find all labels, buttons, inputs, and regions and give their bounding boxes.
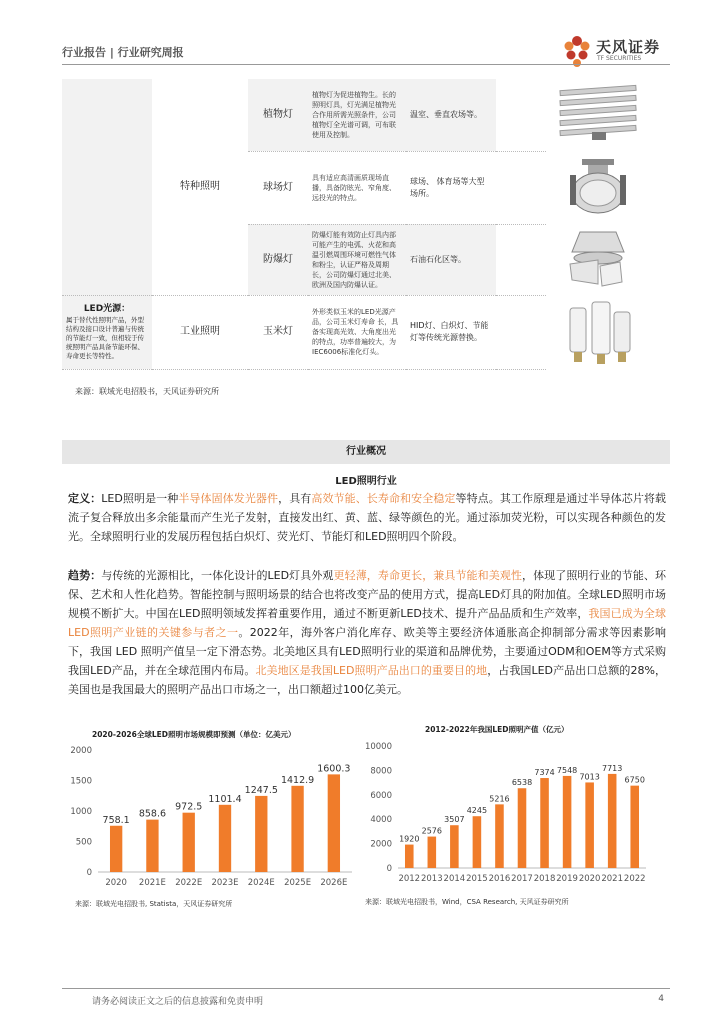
- product-image-cell: [496, 151, 546, 224]
- led-type-cell: [62, 79, 152, 295]
- data-label: 1101.4: [208, 793, 242, 805]
- product-name: 防爆灯: [248, 224, 308, 295]
- product-use: 球场、 体育场等大型场所。: [406, 151, 496, 224]
- corn-light-image: [562, 298, 636, 370]
- y-tick-label: 0: [386, 864, 392, 874]
- x-tick-label: 2019: [556, 874, 578, 884]
- data-label: 7013: [579, 772, 600, 782]
- logo-cn: 天风证券: [596, 38, 661, 56]
- section-title: 行业概况: [62, 440, 670, 464]
- text-span: ，具有: [278, 492, 312, 505]
- product-image-cell: [496, 224, 546, 295]
- x-tick-label: 2022E: [175, 878, 203, 888]
- x-tick-label: 2013: [420, 874, 443, 884]
- highlight-text: 更轻薄，寿命更长，兼具节能和美观性: [333, 569, 522, 582]
- y-tick-label: 1000: [70, 807, 92, 817]
- bar: [563, 776, 572, 868]
- bar: [450, 825, 459, 868]
- product-image-cell: [496, 79, 546, 151]
- x-tick-label: 2012: [398, 874, 421, 884]
- table-row: [62, 79, 546, 151]
- led-source-title: LED光源：: [83, 303, 131, 314]
- y-tick-label: 4000: [370, 815, 392, 826]
- x-tick-label: 2017: [511, 874, 533, 884]
- bar: [495, 804, 504, 868]
- y-tick-label: 0: [86, 868, 92, 878]
- definition-paragraph: [68, 489, 666, 546]
- product-desc: 植物灯为促进植物生。长的照明灯具，灯光满足植物光合作用所需光照条件，公司植物灯全光谱可调，可布联使用及控制。: [308, 79, 406, 151]
- data-label: 7548: [556, 765, 578, 775]
- special-lighting-cell: 特种照明: [152, 79, 248, 295]
- trend-paragraph: [68, 566, 666, 699]
- product-use: 石油石化区等。: [406, 224, 496, 295]
- text-span: ，占我国LED产品出口总额的28%，美国也是我国最大的照明产品出口市场之一，出口额超过100亿美元。: [68, 664, 666, 696]
- data-label: 1412.9: [280, 774, 315, 786]
- highlight-text: 半导体固体发光器件: [178, 492, 279, 505]
- data-label: 1247.5: [244, 784, 278, 796]
- chart1-source: 来源：联域光电招股书, Statista，天风证券研究所: [75, 900, 233, 908]
- bar: [630, 786, 639, 868]
- bar: [608, 774, 617, 868]
- data-label: 4245: [466, 806, 488, 816]
- bar: [291, 786, 303, 872]
- data-label: 1600.3: [317, 763, 351, 775]
- data-label: 7713: [602, 763, 623, 773]
- text-span: 。2022年，海外客户消化库存、欧美等主要经济体通胀高企抑制部分需求等因素影响下，我国 LED 照明产值呈一定下滑态势。北美地区具有LED照明行业的渠道和品牌优势，主要通过ODM和OEM等方式采购我国LED产品，并在全球范围内布局。: [68, 626, 666, 677]
- data-label: 3507: [444, 815, 465, 825]
- x-tick-label: 2014: [443, 874, 466, 884]
- china-led-output-chart: [362, 736, 652, 888]
- x-tick-label: 2022: [623, 874, 646, 884]
- data-label: 6538: [511, 778, 533, 788]
- report-type: 行业报告 | 行业研究周报: [62, 46, 184, 59]
- led-source-desc: 属于替代性照明产品，外型结构及接口设计普遍与传统的节能灯一致，但相较于传统照明产品具备节能环保、寿命更长等特性。: [66, 315, 144, 360]
- logo-en: TF SECURITIES: [597, 55, 642, 62]
- chart2-source: 来源：联域光电招股书，Wind，CSA Research, 天风证券研究所: [365, 898, 569, 906]
- table-row: [62, 295, 546, 369]
- bar: [110, 826, 122, 872]
- explosion-proof-light-image: [560, 224, 636, 292]
- section-subtitle: LED照明行业: [335, 476, 397, 487]
- definition-label: 定义：: [68, 492, 102, 505]
- text-span: 等特点。其工作原理是通过半导体芯片将载流子复合释放出多余能量而产生光子发射，直接发出红、黄、蓝、绿等颜色的光。通过添加荧光粉，可以实现各种颜色的发光。全球照明行业的发展历程包括白炽灯、荧光灯、节能灯和LED照明四个阶段。: [68, 492, 667, 543]
- data-label: 6750: [624, 775, 645, 785]
- header-divider: [62, 64, 670, 65]
- text-span: 与传统的光源相比，一体化设计的LED灯具外观: [101, 569, 334, 582]
- x-tick-label: 2026E: [320, 878, 348, 888]
- trend-label: 趋势：: [68, 569, 102, 582]
- x-tick-label: 2018: [533, 874, 556, 884]
- highlight-text: 北美地区是我国LED照明产品出口的重要目的地: [255, 664, 488, 677]
- x-tick-label: 2024E: [247, 878, 275, 888]
- product-desc: 外形类似玉米的LED光源产品，公司玉米灯寿命 长，具备实现高光效、大角度出光的特点，功率普遍较大，为IEC6006标准化灯头。: [308, 295, 406, 369]
- stadium-light-image: [560, 155, 636, 219]
- bar: [428, 837, 437, 868]
- data-label: 2576: [421, 826, 442, 836]
- global-led-market-chart: [68, 740, 358, 892]
- industrial-lighting-cell: 工业照明: [152, 295, 248, 369]
- y-tick-label: 500: [75, 837, 92, 848]
- bar: [146, 820, 158, 872]
- x-tick-label: 2016: [488, 874, 511, 884]
- data-label: 1920: [399, 834, 420, 844]
- data-label: 972.5: [175, 801, 203, 813]
- led-product-table: [62, 79, 546, 370]
- x-tick-label: 2020: [105, 878, 127, 888]
- data-label: 758.1: [102, 814, 130, 826]
- bar: [255, 796, 267, 872]
- x-tick-label: 2021: [601, 874, 624, 884]
- chart2-title: 2012-2022年我国LED照明产值（亿元）: [425, 725, 569, 734]
- data-label: 7374: [534, 768, 555, 778]
- y-tick-label: 2000: [370, 839, 392, 850]
- chart1-title: 2020-2026全球LED照明市场规模即预测（单位：亿美元）: [92, 730, 296, 739]
- product-name: 玉米灯: [248, 295, 308, 369]
- footer-divider: [62, 988, 670, 989]
- bar: [540, 778, 549, 868]
- data-label: 858.6: [138, 808, 167, 820]
- plant-light-image: [552, 82, 644, 146]
- product-desc: 具有适应高清画质现场直播，具备防眩光、窄角度、远投光的特点。: [308, 151, 406, 224]
- y-tick-label: 6000: [370, 790, 392, 801]
- table-source: 来源：联域光电招股书，天风证券研究所: [75, 387, 219, 396]
- y-tick-label: 2000: [70, 746, 92, 756]
- y-tick-label: 8000: [370, 766, 392, 777]
- data-label: 5216: [489, 794, 510, 804]
- bar: [405, 845, 414, 868]
- bar: [518, 788, 527, 868]
- bar: [585, 782, 594, 868]
- y-tick-label: 1500: [70, 776, 92, 787]
- product-image-cell: [496, 295, 546, 369]
- product-use: HID灯、白炽灯、节能灯等传统光源替换。: [406, 295, 496, 369]
- y-tick-label: 10000: [364, 742, 392, 752]
- x-tick-label: 2025E: [284, 878, 312, 888]
- led-source-cell: [62, 295, 152, 369]
- x-tick-label: 2023E: [211, 878, 239, 888]
- highlight-text: 高效节能、长寿命和安全稳定: [311, 492, 456, 505]
- page-header: [62, 34, 670, 64]
- product-use: 温室、垂直农场等。: [406, 79, 496, 151]
- page-number: 4: [658, 994, 664, 1004]
- text-span: ，体现了照明行业的节能、环保、艺术和人性化趋势。智能控制与照明场景的结合也将改变产品的使用方式，提高LED灯具的附加值。全球LED照明市场规模不断扩大。中国在LED照明领域发挥着重要作用，通过不断更新LED技术、提升产品品质和生产效率，: [68, 569, 667, 620]
- bar: [473, 816, 482, 868]
- bar: [183, 813, 195, 872]
- bar: [328, 774, 340, 872]
- product-name: 植物灯: [248, 79, 308, 151]
- text-span: LED照明是一种: [101, 492, 179, 505]
- x-tick-label: 2015: [466, 874, 488, 884]
- highlight-text: 我国已成为全球LED照明产业链的关键参与者之一: [68, 607, 666, 639]
- disclaimer-text: 请务必阅读正文之后的信息披露和免责申明: [92, 997, 264, 1007]
- x-tick-label: 2020: [578, 874, 601, 884]
- x-tick-label: 2021E: [138, 878, 166, 888]
- product-name: 球场灯: [248, 151, 308, 224]
- product-desc: 防爆灯能有效防止灯具内部可能产生的电弧、火花和高温引燃周围环境可燃性气体和粉尘，认证严格及周期长，公司防爆灯通过北美、欧洲及国内防爆认证。: [308, 224, 406, 295]
- bar: [219, 805, 231, 872]
